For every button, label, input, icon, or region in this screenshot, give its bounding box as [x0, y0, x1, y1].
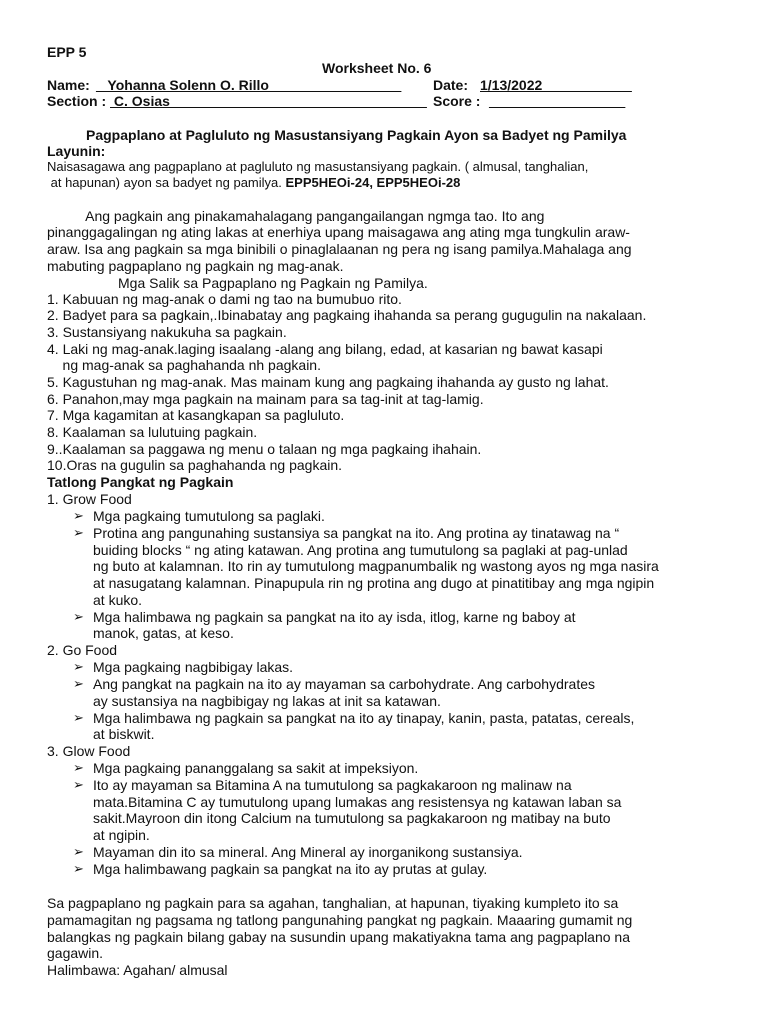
- closing-line-1: Sa pagpaplano ng pagkain para sa agahan, tanghalian, at hapunan, tiyaking kumpleto ito sa: [47, 895, 619, 911]
- closing-line-4: gagawin.: [47, 945, 104, 961]
- worksheet-number: Worksheet No. 6: [322, 60, 432, 76]
- glow-bullet-2: Ito ay mayaman sa Bitamina A na tumutulong sa pagkakaroon ng malinaw na: [93, 777, 572, 793]
- arrow-bullet-icon: ➢: [73, 508, 84, 523]
- go-bullet-2: Ang pangkat na pagkain na ito ay mayaman sa carbohydrate. Ang carbohydrates: [93, 676, 595, 692]
- factor-item: 4. Laki ng mag-anak.laging isaalang -alang ang bilang, edad, at kasarian ng bawat kasapi: [47, 341, 603, 357]
- arrow-bullet-icon: ➢: [73, 777, 84, 792]
- glow-food-title: 3. Glow Food: [47, 743, 131, 759]
- grow-bullet-1: Mga pagkaing tumutulong sa paglaki.: [93, 508, 325, 524]
- name-value: _ Yohanna Solenn O. Rillo_________________: [96, 77, 402, 93]
- subject-label: EPP 5: [47, 44, 87, 60]
- objective-line-1: Naisasagawa ang pagpaplano at pagluluto ng masustansiyang pagkain. ( almusal, tanghalian,: [47, 159, 589, 174]
- go-bullet-3: at biskwit.: [93, 726, 155, 742]
- score-label: Score :: [433, 93, 481, 109]
- glow-bullet-4: Mga halimbawang pagkain sa pangkat na ito ay prutas at gulay.: [93, 861, 488, 877]
- glow-bullet-2: mata.Bitamina C ay tumutulong upang lumakas ang resistensya ng katawan laban sa: [93, 794, 622, 810]
- glow-bullet-2: sakit.Mayroon din itong Calcium na tumutulong sa pagkakaroon ng matibay na buto: [93, 810, 611, 826]
- factor-item: 9..Kaalaman sa paggawa ng menu o talaan ng mga pagkaing ihahain.: [47, 441, 482, 457]
- intro-line-3: araw. Isa ang pagkain sa mga binibili o pinaglalaanan ng pera ng isang pamilya.Mahalaga ang: [47, 241, 632, 257]
- go-food-title: 2. Go Food: [47, 642, 118, 658]
- arrow-bullet-icon: ➢: [73, 676, 84, 691]
- intro-line-2: pinanggagalingan ng ating lakas at enerhiya upang maisagawa ang ating mga tungkulin araw-: [47, 224, 630, 240]
- grow-food-title: 1. Grow Food: [47, 491, 132, 507]
- grow-bullet-3: Mga halimbawa ng pagkain sa pangkat na ito ay isda, itlog, karne ng baboy at: [93, 609, 576, 625]
- factors-heading: Mga Salik sa Pagpaplano ng Pagkain ng Pamilya.: [118, 275, 428, 291]
- intro-line-4: mabuting pagpaplano ng pagkain ng mag-anak.: [47, 258, 344, 274]
- objective-codes: EPP5HEOi-24, EPP5HEOi-28: [285, 175, 461, 190]
- food-groups-heading: Tatlong Pangkat ng Pagkain: [47, 474, 234, 490]
- objective-text: at hapunan) ayon sa badyet ng pamilya.: [47, 175, 286, 190]
- glow-bullet-1: Mga pagkaing pananggalang sa sakit at impeksiyon.: [93, 760, 419, 776]
- section-label: Section :: [47, 93, 107, 109]
- date-value: 1/13/2022__________ _: [480, 77, 632, 93]
- section-value: C. Osias_________________________________: [110, 93, 427, 109]
- arrow-bullet-icon: ➢: [73, 659, 84, 674]
- factor-item: 8. Kaalaman sa lulutuing pagkain.: [47, 424, 258, 440]
- grow-bullet-3: manok, gatas, at keso.: [93, 625, 234, 641]
- page-title: Pagpaplano at Pagluluto ng Masustansiyang Pagkain Ayon sa Badyet ng Pamilya: [86, 127, 627, 143]
- arrow-bullet-icon: ➢: [73, 710, 84, 725]
- factor-item: 10.Oras na gugulin sa paghahanda ng pagkain.: [47, 457, 343, 473]
- intro-line-1: Ang pagkain ang pinakamahalagang pangangailangan ngmga tao. Ito ang: [47, 208, 545, 224]
- arrow-bullet-icon: ➢: [73, 861, 84, 876]
- closing-line-2: pamamagitan ng pagsama ng tatlong pangunahing pangkat ng pagkain. Maaaring gumamit ng: [47, 912, 633, 928]
- score-value: ________________ _: [489, 93, 626, 109]
- factor-item: 5. Kagustuhan ng mag-anak. Mas mainam kung ang pagkaing ihahanda ay gusto ng lahat.: [47, 374, 609, 390]
- factor-item: 1. Kabuuan ng mag-anak o dami ng tao na bumubuo rito.: [47, 291, 402, 307]
- closing-line-3: balangkas ng pagkain bilang gabay na susundin upang makatiyakna tama ang pagpaplano na: [47, 929, 631, 945]
- arrow-bullet-icon: ➢: [73, 609, 84, 624]
- objective-heading: Layunin:: [47, 143, 106, 159]
- glow-bullet-2: at ngipin.: [93, 827, 150, 843]
- date-label: Date:: [433, 77, 469, 93]
- factor-item: ng mag-anak sa paghahanda nh pagkain.: [47, 357, 321, 373]
- factor-item: 6. Panahon,may mga pagkain na mainam para sa tag-init at tag-lamig.: [47, 391, 484, 407]
- factor-item: 2. Badyet para sa pagkain,.Ibinabatay ang pagkaing ihahanda sa perang gugugulin na nakalaan.: [47, 307, 647, 323]
- example-label: Halimbawa: Agahan/ almusal: [47, 962, 228, 978]
- name-label: Name:: [47, 77, 90, 93]
- go-bullet-1: Mga pagkaing nagbibigay lakas.: [93, 659, 294, 675]
- glow-bullet-3: Mayaman din ito sa mineral. Ang Mineral ay inorganikong sustansiya.: [93, 844, 523, 860]
- go-bullet-2: ay sustansiya na nagbibigay ng lakas at init sa katawan.: [93, 693, 441, 709]
- arrow-bullet-icon: ➢: [73, 525, 84, 540]
- go-bullet-3: Mga halimbawa ng pagkain sa pangkat na ito ay tinapay, kanin, pasta, patatas, cereals,: [93, 710, 635, 726]
- grow-bullet-2: ng buto at kalamnan. Ito rin ay tumutulong magpanumbalik ng wastong ayos ng mga nasira: [93, 558, 659, 574]
- factor-item: 7. Mga kagamitan at kasangkapan sa pagluluto.: [47, 407, 345, 423]
- grow-bullet-2: Protina ang pangunahing sustansiya sa pangkat na ito. Ang protina ay tinatawag na “: [93, 525, 620, 541]
- factor-item: 3. Sustansiyang nakukuha sa pagkain.: [47, 324, 287, 340]
- objective-line-2: [47, 175, 460, 191]
- arrow-bullet-icon: ➢: [73, 844, 84, 859]
- grow-bullet-2: at nasugatang kalamnan. Pinapupula rin ng protina ang dugo at pinatitibay ang mga ngipin: [93, 575, 655, 591]
- grow-bullet-2: buiding blocks “ ng ating katawan. Ang protina ang tumutulong sa paglaki at pag-unlad: [93, 542, 628, 558]
- arrow-bullet-icon: ➢: [73, 760, 84, 775]
- grow-bullet-2: at kuko.: [93, 592, 143, 608]
